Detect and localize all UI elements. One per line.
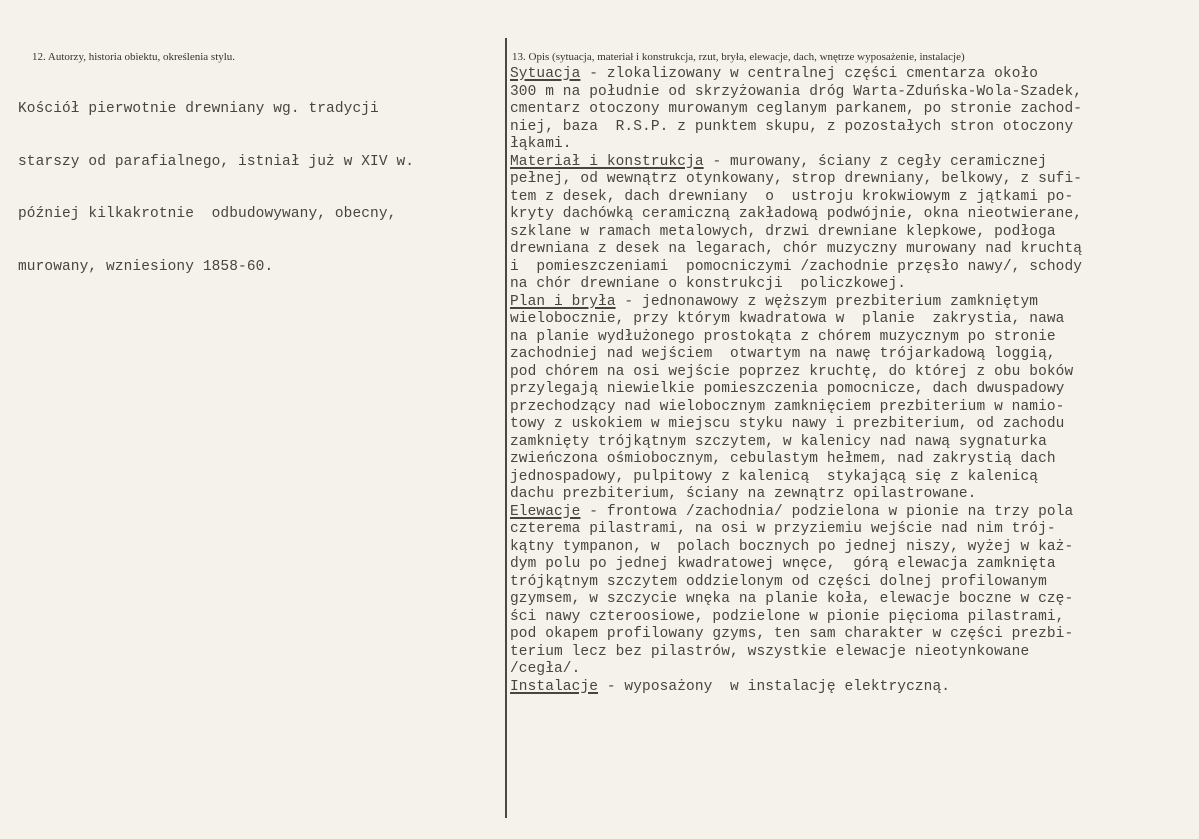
section-first-line bbox=[510, 504, 1190, 522]
description-line: na planie wydłużonego prostokąta z chórem muzycznym po stronie bbox=[510, 328, 1056, 345]
section-first-text: - wyposażony w instalację elektryczną. bbox=[598, 678, 951, 695]
description-line: na chór drewniane o konstrukcji policzkowej. bbox=[510, 276, 907, 292]
section-first-text: - jednonawowy z węższym prezbiterium zamkniętym bbox=[615, 293, 1039, 310]
field-12-header: 12. Autorzy, historia obiektu, określenia stylu. bbox=[32, 51, 236, 63]
description-line: zwieńczona ośmiobocznym, cebulastym hełmem, nad zakrystią dach bbox=[510, 451, 1056, 467]
history-line: później kilkakrotnie odbudowywany, obecny, bbox=[18, 206, 397, 222]
description-line: gzymsem, w szczycie wnęka na planie koła, elewacje boczne w czę- bbox=[510, 591, 1074, 607]
description-line: 300 m na południe od skrzyżowania dróg Warta-Zduńska-Wola-Szadek, bbox=[510, 83, 1083, 100]
description-line: pod chórem na osi wejście poprzez kruchtę, do której z obu boków bbox=[510, 363, 1074, 380]
section-heading: Sytuacja bbox=[510, 66, 581, 82]
description-line: ści nawy czteroosiowe, podzielone w pionie pięcioma pilastrami, bbox=[510, 608, 1065, 625]
description-line: drewniana z desek na legarach, chór muzyczny murowany nad kruchtą bbox=[510, 241, 1083, 257]
description-line: tem z desek, dach drewniany o ustroju krokwiowym z jątkami po- bbox=[510, 188, 1074, 205]
section-first-line bbox=[510, 294, 1190, 312]
description-line: jednospadowy, pulpitowy z kalenicą stykającą się z kalenicą bbox=[510, 468, 1039, 485]
field-12-history bbox=[18, 50, 498, 311]
description-line: i pomieszczeniami pomocniczymi /zachodnie przęsło nawy/, schody bbox=[510, 258, 1083, 275]
field-13-description bbox=[510, 50, 1190, 696]
description-line: dym polu po jednej kwadratowej wnęce, górą elewacja zamknięta bbox=[510, 556, 1056, 572]
description-line: zachodniej nad wejściem otwartym na nawę trójarkadową loggią, bbox=[510, 346, 1056, 362]
description-line: terium lecz bez pilastrów, wszystkie elewacje nieotynkowane bbox=[510, 643, 1030, 660]
description-line: towy z uskokiem w miejscu styku nawy i prezbiterium, od zachodu bbox=[510, 416, 1065, 432]
column-divider bbox=[505, 38, 507, 818]
description-line: kryty dachówką ceramiczną zakładową podwójnie, okna nieotwierane, bbox=[510, 206, 1083, 222]
description-line: pod okapem profilowany gzyms, ten sam charakter w części prezbi- bbox=[510, 626, 1074, 642]
description-line: dachu prezbiterium, ściany na zewnątrz opilastrowane. bbox=[510, 486, 977, 502]
description-line: cmentarz otoczony murowanym ceglanym parkanem, po stronie zachod- bbox=[510, 101, 1083, 117]
history-line: murowany, wzniesiony 1858-60. bbox=[18, 258, 274, 275]
description-line: pełnej, od wewnątrz otynkowany, strop drewniany, belkowy, z sufi- bbox=[510, 171, 1083, 187]
description-line: przylegają niewielkie pomieszczenia pomocnicze, dach dwuspadowy bbox=[510, 381, 1065, 397]
description-line: /cegła/. bbox=[510, 661, 581, 677]
section-first-line bbox=[510, 154, 1190, 172]
section-heading: Materiał i konstrukcja bbox=[510, 153, 704, 170]
description-line: trójkątnym szczytem oddzielonym od części dolnej profilowanym bbox=[510, 573, 1047, 590]
section-first-text: - frontowa /zachodnia/ podzielona w pionie na trzy pola bbox=[580, 503, 1074, 520]
section-heading: Plan i bryła bbox=[510, 293, 616, 310]
section-first-text: - murowany, ściany z cegły ceramicznej bbox=[703, 153, 1047, 170]
description-line: niej, baza R.S.P. z punktem skupu, z pozostałych stron otoczony bbox=[510, 118, 1074, 135]
section-first-line bbox=[510, 679, 1190, 697]
description-line: szklane w ramach metalowych, drzwi drewniane klepkowe, podłoga bbox=[510, 223, 1056, 240]
section-first-text: - zlokalizowany w centralnej części cmentarza około bbox=[580, 66, 1039, 82]
description-line: kątny tympanon, w polach bocznych po jednej niszy, wyżej w każ- bbox=[510, 538, 1074, 555]
field-13-header: 13. Opis (sytuacja, materiał i konstrukcja, rzut, bryła, elewacje, dach, wnętrze wyposażenie, instalacje) bbox=[512, 51, 965, 63]
section-heading: Elewacje bbox=[510, 503, 581, 520]
history-line: starszy od parafialnego, istniał już w XIV w. bbox=[18, 153, 415, 170]
section-heading: Instalacje bbox=[510, 678, 599, 695]
section-first-line bbox=[510, 66, 1190, 84]
field-13-text bbox=[510, 66, 1190, 696]
history-line: Kościół pierwotnie drewniany wg. tradycji bbox=[18, 101, 379, 117]
description-line: czterema pilastrami, na osi w przyziemiu wejście nad nim trój- bbox=[510, 521, 1056, 537]
description-line: łąkami. bbox=[510, 136, 572, 152]
field-12-text bbox=[18, 66, 498, 311]
description-line: wielobocznie, przy którym kwadratowa w planie zakrystia, nawa bbox=[510, 311, 1065, 327]
description-line: przechodzący nad wielobocznym zamknięciem prezbiterium w namio- bbox=[510, 398, 1065, 415]
description-line: zamknięty trójkątnym szczytem, w kalenicy nad nawą sygnaturka bbox=[510, 433, 1047, 450]
